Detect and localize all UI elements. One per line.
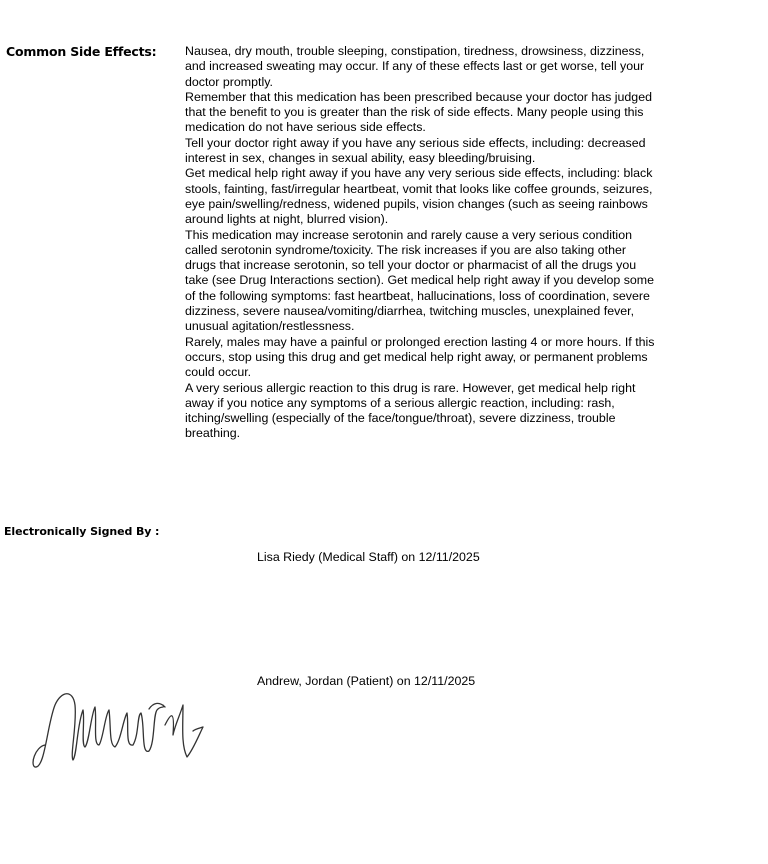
handwritten-signature-icon bbox=[25, 685, 215, 775]
patient-signature-line: Andrew, Jordan (Patient) on 12/11/2025 bbox=[257, 674, 476, 688]
side-effects-paragraph: A very serious allergic reaction to this drug is rare. However, get medical help right away if you notice any symptoms of a serious allergic reaction, including: rash, itching/swelling (especially of the face/tongue/throat), severe dizziness, trouble breathing. bbox=[185, 380, 636, 441]
staff-signature-line: Lisa Riedy (Medical Staff) on 12/11/2025 bbox=[257, 550, 480, 564]
side-effects-paragraph: Nausea, dry mouth, trouble sleeping, constipation, tiredness, drowsiness, dizziness, and increased sweating may occur. If any of these effects last or get worse, tell your doctor promptly. bbox=[185, 44, 645, 89]
signature-stroke bbox=[33, 694, 203, 767]
side-effects-paragraph: Get medical help right away if you have any very serious side effects, including: black stools, fainting, fast/irregular heartbeat, vomit that looks like coffee grounds, seizures, eye pain/swelling/redness, widened pupils, vision changes (such as seeing rainbows around lights at night, blurred vision). bbox=[185, 166, 653, 227]
side-effects-paragraph: Remember that this medication has been prescribed because your doctor has judged that the benefit to you is greater than the risk of side effects. Many people using this medication do not have serious side effects. bbox=[185, 89, 652, 135]
side-effects-content bbox=[185, 44, 655, 442]
side-effects-paragraph: This medication may increase serotonin and rarely cause a very serious condition called serotonin syndrome/toxicity. The risk increases if you are also taking other drugs that increase serotonin, so tell your doctor or pharmacist of all the drugs you take (see Drug Interactions section). Get medical help right away if you develop some of the following symptoms: fast heartbeat, hallucinations, loss of coordination, severe dizziness, severe nausea/vomiting/diarrhea, twitching muscles, unexplained fever, unusual agitation/restlessness. bbox=[185, 227, 655, 334]
side-effects-paragraph: Tell your doctor right away if you have any serious side effects, including: decreased interest in sex, changes in sexual ability, easy bleeding/bruising. bbox=[185, 135, 646, 166]
side-effects-label: Common Side Effects: bbox=[6, 44, 157, 59]
electronically-signed-label: Electronically Signed By : bbox=[4, 525, 160, 538]
side-effects-paragraph: Rarely, males may have a painful or prolonged erection lasting 4 or more hours. If this occurs, stop using this drug and get medical help right away, or permanent problems could occur. bbox=[185, 334, 655, 380]
